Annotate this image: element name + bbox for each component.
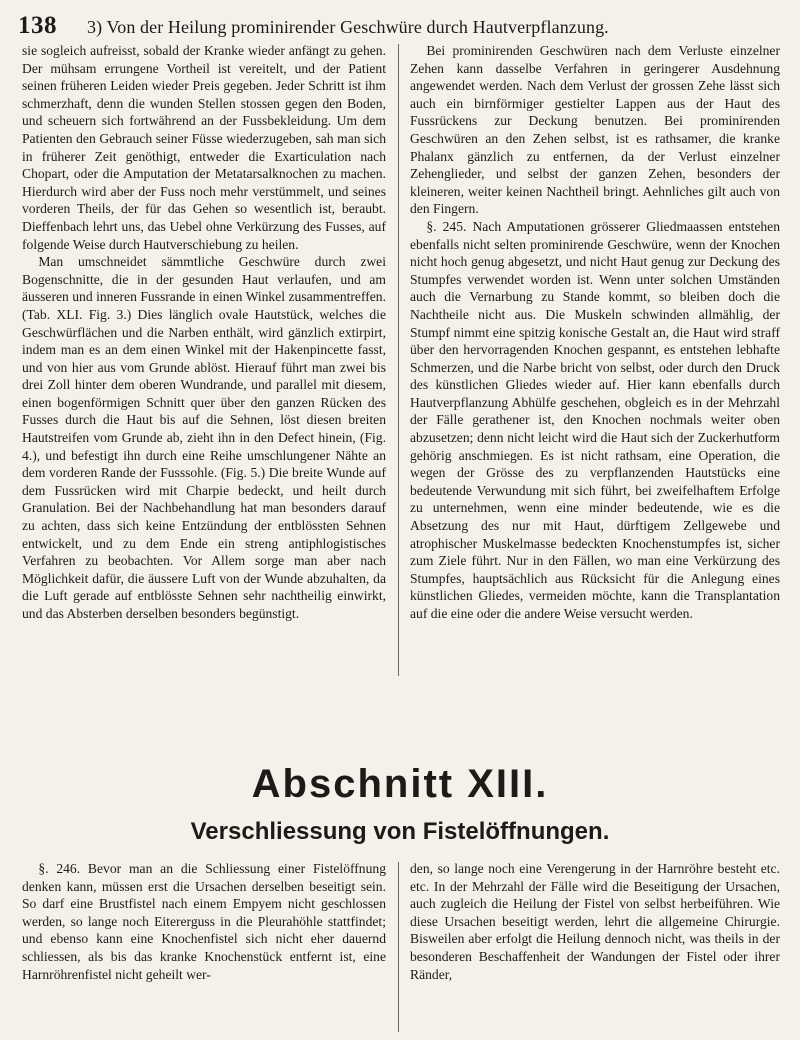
section-subheading: Verschliessung von Fistelöffnungen. xyxy=(190,818,610,845)
running-head xyxy=(18,12,782,40)
text-column-top-left xyxy=(22,42,386,623)
column-divider xyxy=(398,44,399,676)
column-divider xyxy=(398,862,399,1032)
text-column-bottom-left xyxy=(22,860,386,983)
page-number: 138 xyxy=(18,12,57,39)
paragraph: §. 245. Nach Amputationen grösserer Gliedmaassen entstehen ebenfalls nicht selten prominirende Geschwüre, wenn der Knochen nicht hoch genug abgesetzt, und nicht Haut genug zur Deckung des Stumpfes verwendet worden ist. Wenn unter solchen Umständen auch die Vernarbung zu Stande kommt, so bleiben doch die Nachtheile nicht aus. Die Muskeln schwinden allmählig, der Stumpf nimmt eine spitzig konische Gestalt an, die Haut wird straff über den hervorragenden Knochen gespannt, es entstehen lebhafte Schmerzen, und die Narbe bricht von selbst, oder durch den Druck des künstlichen Gliedes wieder auf. Hier kann ebenfalls durch Hautverpflanzung Abhülfe geschehen, obgleich es in der Mehrzahl der Fälle gerathener ist, den Knochen nochmals weiter oben abzusetzen; denn nicht leicht wird die Haut sich der Zuckerhutform gehörig anschmiegen. Es ist nicht rathsam, eine Operation, die wegen der Grösse des zu verpflanzenden Hautstücks eine bedeutende Verwundung mit sich führt, bei zweifelhaftem Erfolge zu unternehmen, wenn eine minder bedeutende, wie es die Absetzung des nur mit Haut, dürftigem Zellgewebe und atrophischer Muskelmasse bedeckten Knochenstumpfes ist, sicher zum Ziele führt. Nur in den Fällen, wo man eine Verkürzung des Stumpfes, hauptsächlich aus Rücksicht für die Anlegung eines künstlichen Gliedes, vermeiden möchte, kann die Transplantation auf die eine oder die andere Weise versucht werden. xyxy=(410,218,780,621)
paragraph: Man umschneidet sämmtliche Geschwüre durch zwei Bogenschnitte, die in der gesunden Haut verlaufen, und am äusseren und inneren Fussrande in einen Winkel zusammentreffen. (Tab. XLI. Fig. 3.) Dies länglich ovale Hautstück, welches die Geschwürflächen und die Narben enthält, wird gänzlich extirpirt, indem man es an dem einen Winkel mit der Hakenpincette fasst, und von hier aus vom Grunde ablöst. Hierauf führt man zwei bis drei Zoll hinter dem oberen Wundrande, und parallel mit diesem, einen bogenförmigen Schnitt quer über den ganzen Rücken des Fusses durch die Haut bis auf die Sehnen, löst diesen breiten Hautstreifen vom Grunde ab, zieht ihn in den Defect hinein, (Fig. 4.), und befestigt ihn durch eine Reihe umschlungener Nähte an dem vorderen Rande der Fusssohle. (Fig. 5.) Die breite Wunde auf dem Fussrücken wird mit Charpie bedeckt, und heilt durch Granulation. Bei der Nachbehandlung hat man besonders darauf zu achten, dass sich keine Entzündung der entblössten Sehnen entwickelt, und zu dem Ende ein streng antiphlogistisches Verfahren zu beobachten. Vor Allem sorge man aber nach Möglichkeit dafür, die äussere Luft von der Wunde abzuhalten, da die Luft gerade auf entblösste Sehnen sehr nachtheilig einwirkt, und das Absterben derselben besonders begünstigt. xyxy=(22,254,386,621)
text-column-top-right xyxy=(410,42,780,623)
paragraph: Bei prominirenden Geschwüren nach dem Verluste einzelner Zehen kann dasselbe Verfahren in geringerer Ausdehnung angewendet werden. Nach dem Verlust der grossen Zehe lässt sich auch ein birnförmiger gestielter Lappen aus der Haut des Fussrückens zur Deckung benutzen. Bei prominirenden Geschwüren an den Zehen selbst, ist es rathsamer, die kranke Phalanx gänzlich zu entfernen, da der Verlust einzelner Zehenglieder, und selbst der ganzen Zehen, besonders der kleineren, weiter keinen Nachtheil bringt. Aehnliches gilt auch von den Fingern. xyxy=(410,43,780,217)
paragraph: sie sogleich aufreisst, sobald der Kranke wieder anfängt zu gehen. Der mühsam errungene Vortheil ist vereitelt, und der Patient seinen früheren Leiden wieder Preis gegeben. Jeder Schritt ist ihm schmerzhaft, denn die wunden Stellen stossen gegen den Boden, und scheuern sich fortwährend an der Fussbekleidung. Um dem Patienten den Gebrauch seiner Füsse wiederzugeben, sah man sich in früherer Zeit genöthigt, entweder die Exarticulation nach Chopart, oder die Amputation der Metatarsalknochen zu machen. Hierdurch wird aber der Fuss noch mehr verstümmelt, und seines vorderen Theils, der für das Gehen so wesentlich ist, beraubt. Dieffenbach lehrt uns, das Uebel ohne Verkürzung des Fusses, auf folgende Weise durch Hautverschiebung zu heilen. xyxy=(22,43,386,252)
text-column-bottom-right xyxy=(410,860,780,983)
paragraph: §. 246. Bevor man an die Schliessung einer Fistelöffnung denken kann, müssen erst die Ursachen derselben beseitigt sein. So darf eine Brustfistel nach einem Empyem nicht geschlossen werden, so lange noch Eitererguss in die Pleurahöhle stattfindet; und ebenso kann eine Knochenfistel sich nicht eher dauernd schliessen, als bis das kranke Knochenstück entfernt ist, eine Harnröhrenfistel nicht geheilt wer- xyxy=(22,861,386,982)
running-title: 3) Von der Heilung prominirender Geschwüre durch Hautverpflanzung. xyxy=(87,17,609,37)
section-heading: Abschnitt XIII. xyxy=(251,762,549,806)
paragraph: den, so lange noch eine Verengerung in der Harnröhre besteht etc. etc. In der Mehrzahl der Fälle wird die Beseitigung der Ursachen, auch zugleich die Heilung der Fistel von selbst herbeiführen. Wie diese Ursachen beseitigt werden, lehrt die allgemeine Chirurgie. Bisweilen aber erfolgt die Heilung dennoch nicht, was theils in der besonderen Beschaffenheit der Wandungen der Fistel oder ihrer Ränder, xyxy=(410,861,780,982)
